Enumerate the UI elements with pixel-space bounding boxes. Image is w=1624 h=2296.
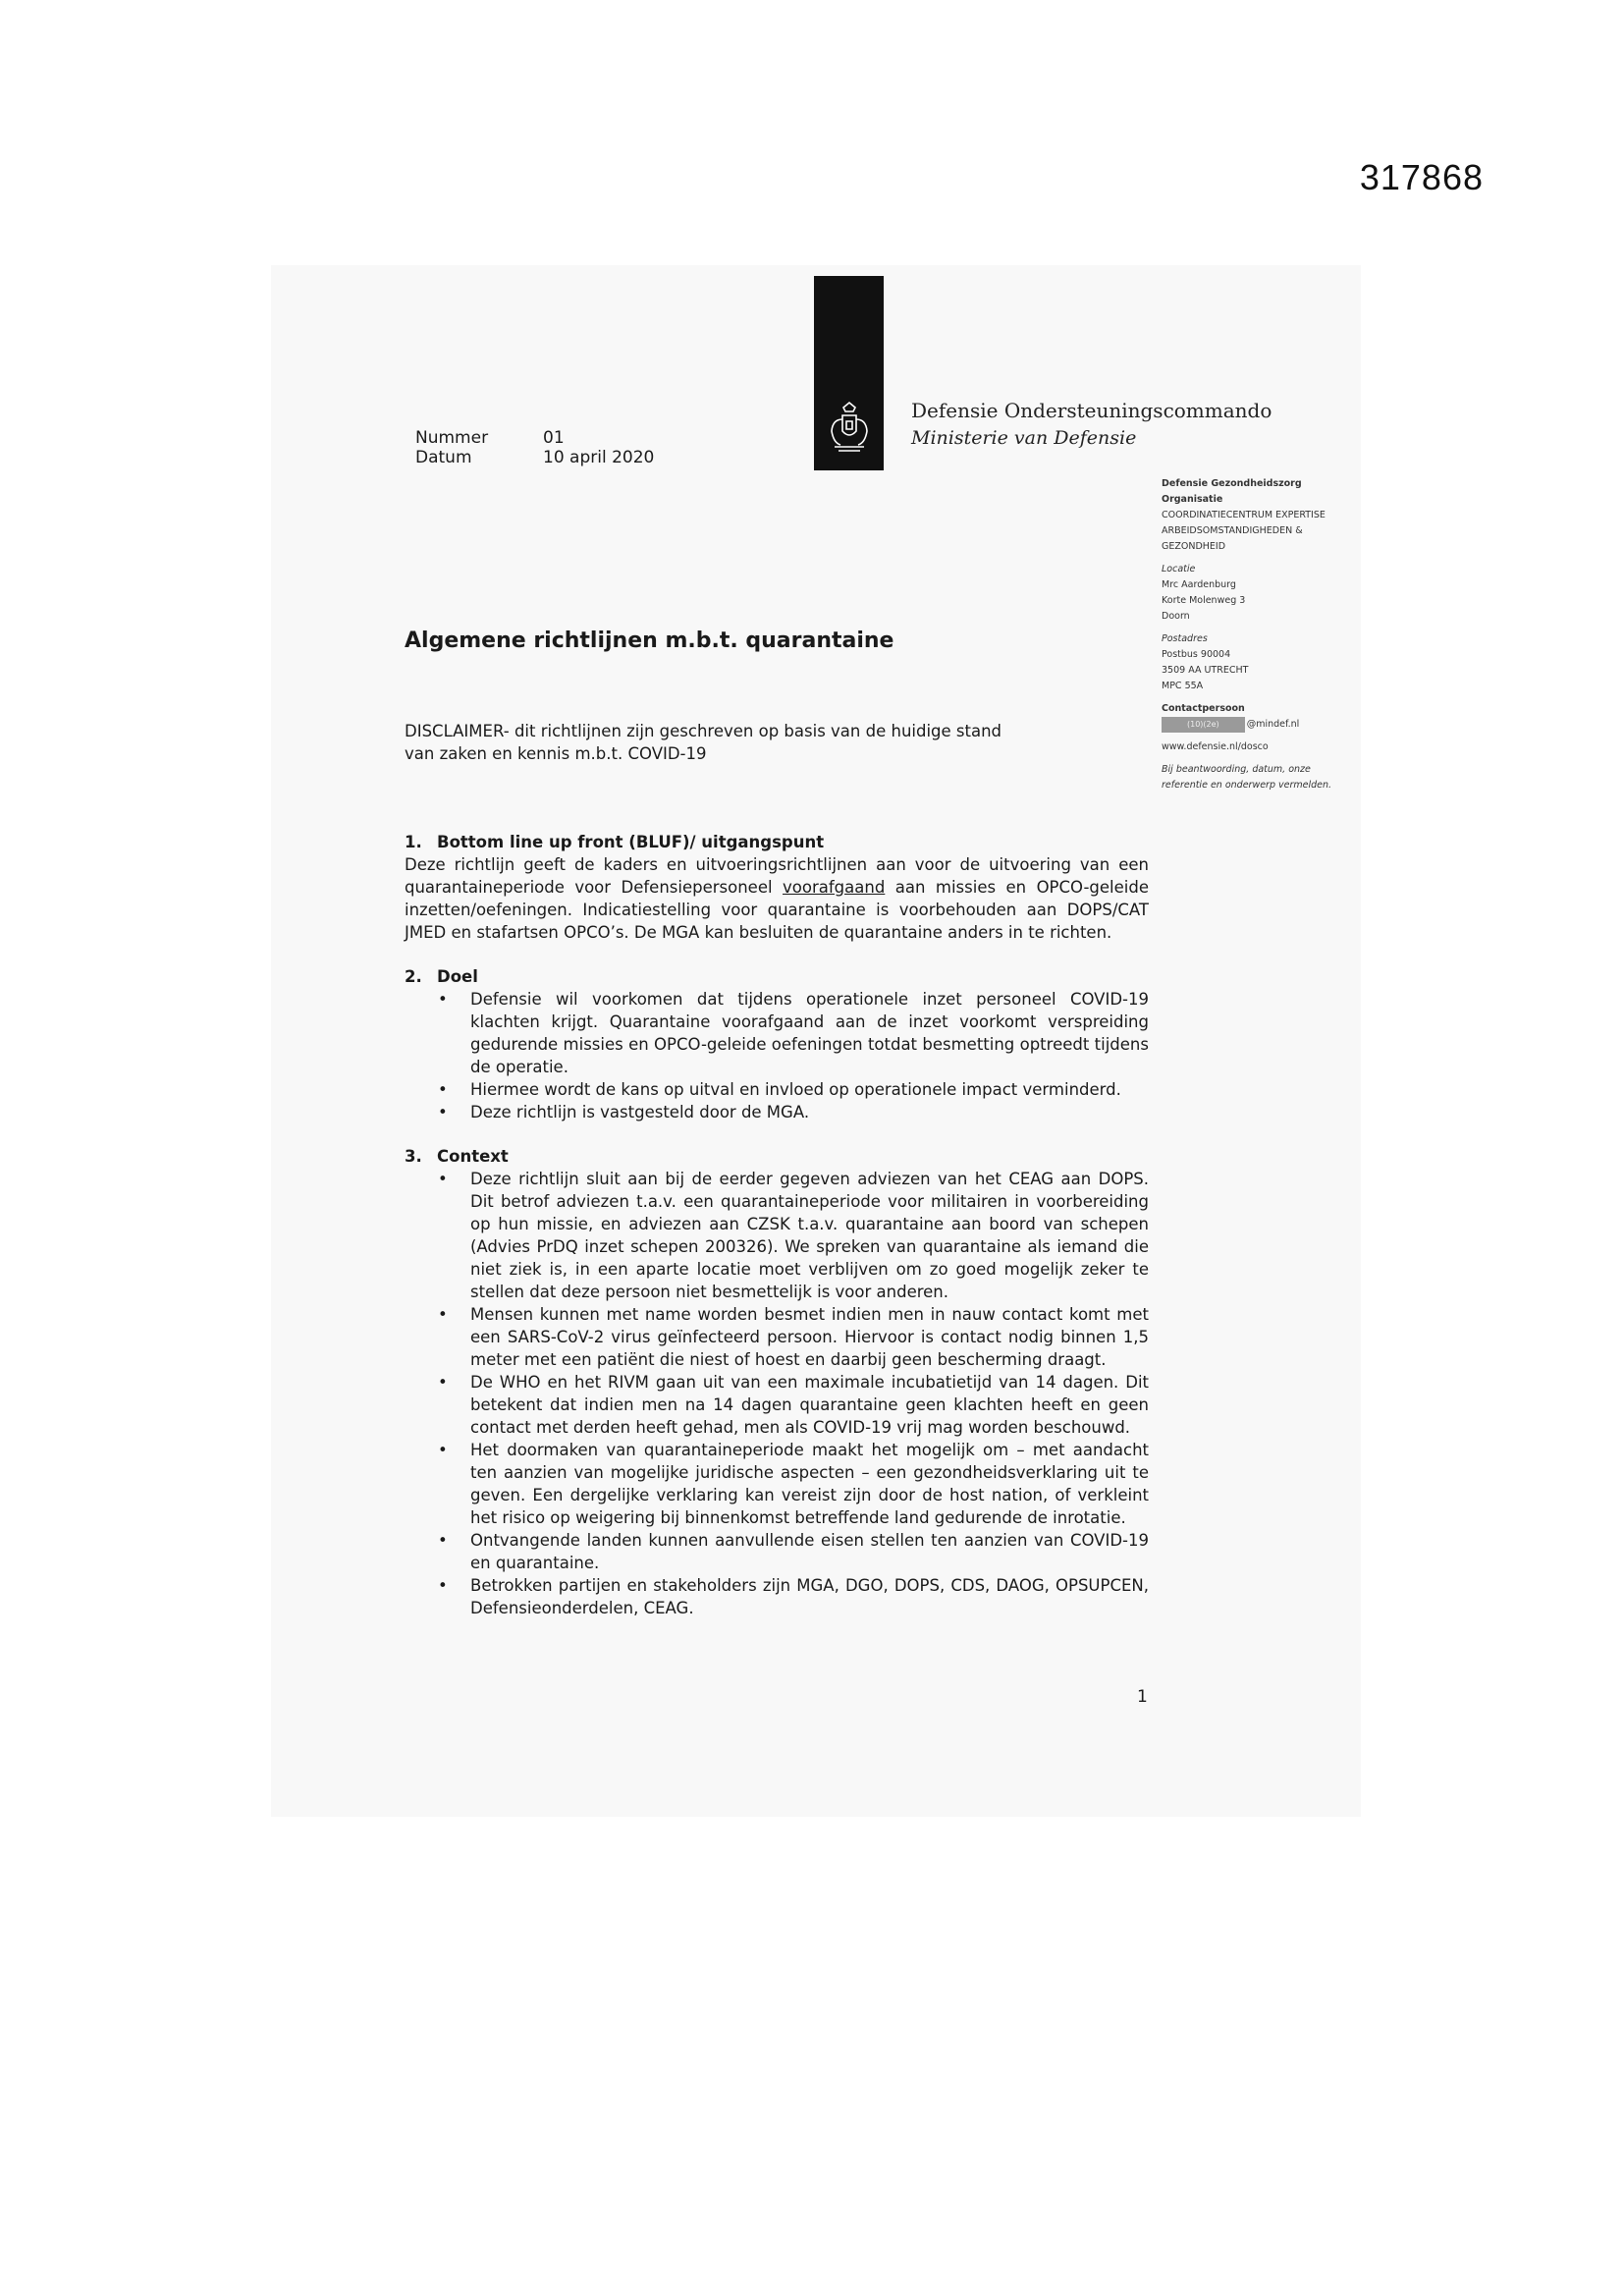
ministry-name: Ministerie van Defensie bbox=[911, 427, 1137, 449]
bullet-list bbox=[405, 1168, 1149, 1619]
section-number: 2. bbox=[405, 967, 422, 986]
number-value: 01 bbox=[543, 428, 565, 448]
sidebar-contact-block bbox=[1162, 701, 1358, 733]
underlined-word: voorafgaand bbox=[783, 878, 886, 897]
section-title: Context bbox=[437, 1147, 509, 1166]
section-title: Doel bbox=[437, 967, 478, 986]
letterhead bbox=[911, 399, 1272, 449]
sidebar-location-label: Locatie bbox=[1162, 564, 1196, 574]
sidebar-location-line: Mrc Aardenburg bbox=[1162, 579, 1236, 590]
section-heading bbox=[405, 1145, 1149, 1168]
reference-block bbox=[415, 428, 654, 467]
number-label: Nummer bbox=[415, 428, 489, 448]
document-title: Algemene richtlijnen m.b.t. quarantaine bbox=[405, 629, 894, 653]
disclaimer-line: van zaken en kennis m.b.t. COVID-19 bbox=[405, 744, 707, 763]
sidebar-postal-line: 3509 AA UTRECHT bbox=[1162, 665, 1249, 676]
document-number: 317868 bbox=[1359, 157, 1484, 197]
section-number: 3. bbox=[405, 1147, 422, 1166]
list-item: • Mensen kunnen met name worden besmet indien men in nauw contact komt met een SARS-CoV-2 virus geïnfecteerd persoon. Hiervoor is contact nodig binnen 1,5 meter met een patiënt die niest of hoest en daarbij geen bescherming draagt. bbox=[470, 1303, 1149, 1371]
sidebar-location-line: Doorn bbox=[1162, 611, 1190, 622]
date-label: Datum bbox=[415, 448, 472, 467]
section-number: 1. bbox=[405, 833, 422, 851]
redaction-box: (10)(2e) bbox=[1162, 717, 1245, 733]
paragraph-text: aan missies en OPCO-geleide inzetten/oefeningen. Indicatiestelling voor quarantaine is voorbehouden aan DOPS/CAT JMED en stafartsen OPCO’s. De MGA kan besluiten de quarantaine anders in te richten. bbox=[405, 878, 1149, 942]
disclaimer bbox=[405, 720, 1043, 765]
section-paragraph bbox=[405, 853, 1149, 944]
paragraph-text: Deze richtlijn geeft de kaders en uitvoeringsrichtlijnen aan voor de uitvoering van een quarantaineperiode voor Defensiepersoneel bbox=[405, 855, 1149, 897]
coat-of-arms-icon bbox=[827, 400, 872, 455]
sidebar-postal-label: Postadres bbox=[1162, 633, 1208, 644]
sidebar-location-block bbox=[1162, 562, 1358, 625]
sidebar-org-block bbox=[1162, 476, 1358, 555]
sidebar-note-line: Bij beantwoording, datum, onze bbox=[1162, 764, 1311, 775]
list-item: • Hiermee wordt de kans op uitval en invloed op operationele impact verminderd. bbox=[470, 1078, 1149, 1101]
bullet-list bbox=[405, 988, 1149, 1123]
list-item: • Betrokken partijen en stakeholders zijn MGA, DGO, DOPS, CDS, DAOG, OPSUPCEN, Defensieonderdelen, CEAG. bbox=[470, 1574, 1149, 1619]
sidebar-postal-block bbox=[1162, 631, 1358, 694]
contact-sidebar bbox=[1162, 476, 1358, 800]
org-name: Defensie Ondersteuningscommando bbox=[911, 399, 1272, 422]
sidebar-website: www.defensie.nl/dosco bbox=[1162, 741, 1269, 752]
section-heading bbox=[405, 965, 1149, 988]
list-item: • De WHO en het RIVM gaan uit van een maximale incubatietijd van 14 dagen. Dit betekent dat indien men na 14 dagen quarantaine geen klachten heeft en geen contact met derden heeft gehad, men als COVID-19 vrij mag worden beschouwd. bbox=[470, 1371, 1149, 1439]
sidebar-contact-line bbox=[1162, 717, 1358, 733]
date-value: 10 april 2020 bbox=[543, 448, 655, 467]
sidebar-postal-line: MPC 55A bbox=[1162, 681, 1204, 691]
sidebar-org-line: GEZONDHEID bbox=[1162, 541, 1226, 552]
list-item: • Deze richtlijn is vastgesteld door de MGA. bbox=[470, 1101, 1149, 1123]
list-item: • Deze richtlijn sluit aan bij de eerder gegeven adviezen van het CEAG aan DOPS. Dit betrof adviezen t.a.v. een quarantaineperiode voor militairen in voorbereiding op hun missie, en adviezen aan CZSK t.a.v. quarantaine aan boord van schepen (Advies PrDQ inzet schepen 200326). We spreken van quarantaine als iemand die niet ziek is, in een aparte locatie moet verblijven om zo goed mogelijk zeker te stellen dat deze persoon niet besmettelijk is voor anderen. bbox=[470, 1168, 1149, 1303]
sidebar-org-line: ARBEIDSOMSTANDIGHEDEN & bbox=[1162, 525, 1303, 536]
section-title: Bottom line up front (BLUF)/ uitgangspunt bbox=[437, 833, 825, 851]
page-number: 1 bbox=[1137, 1687, 1148, 1707]
sidebar-location-line: Korte Molenweg 3 bbox=[1162, 595, 1246, 606]
section-heading bbox=[405, 831, 1149, 853]
sidebar-postal-line: Postbus 90004 bbox=[1162, 649, 1231, 660]
sidebar-contact-label: Contactpersoon bbox=[1162, 703, 1245, 714]
rijkslogo-bar bbox=[814, 276, 884, 470]
list-item: • Ontvangende landen kunnen aanvullende eisen stellen ten aanzien van COVID-19 en quarantaine. bbox=[470, 1529, 1149, 1574]
document-body bbox=[405, 831, 1149, 1619]
sidebar-org-label: Organisatie bbox=[1162, 494, 1223, 505]
sidebar-note bbox=[1162, 762, 1358, 793]
sidebar-org-line: COORDINATIECENTRUM EXPERTISE bbox=[1162, 510, 1326, 520]
list-item: • Het doormaken van quarantaineperiode maakt het mogelijk om – met aandacht ten aanzien van mogelijke juridische aspecten – een gezondheidsverklaring uit te geven. Een dergelijke verklaring kan vereist zijn door de host nation, of verkleint het risico op weigering bij binnenkomst betreffende land gedurende de inrotatie. bbox=[470, 1439, 1149, 1529]
sidebar-dept: Defensie Gezondheidszorg bbox=[1162, 478, 1302, 489]
list-item: • Defensie wil voorkomen dat tijdens operationele inzet personeel COVID-19 klachten krijgt. Quarantaine voorafgaand aan de inzet voorkomt verspreiding gedurende missies en OPCO-geleide oefeningen totdat besmetting optreedt tijdens de operatie. bbox=[470, 988, 1149, 1078]
sidebar-note-line: referentie en onderwerp vermelden. bbox=[1162, 780, 1332, 791]
disclaimer-line: DISCLAIMER- dit richtlijnen zijn geschreven op basis van de huidige stand bbox=[405, 722, 1002, 740]
email-suffix: @mindef.nl bbox=[1246, 719, 1300, 730]
